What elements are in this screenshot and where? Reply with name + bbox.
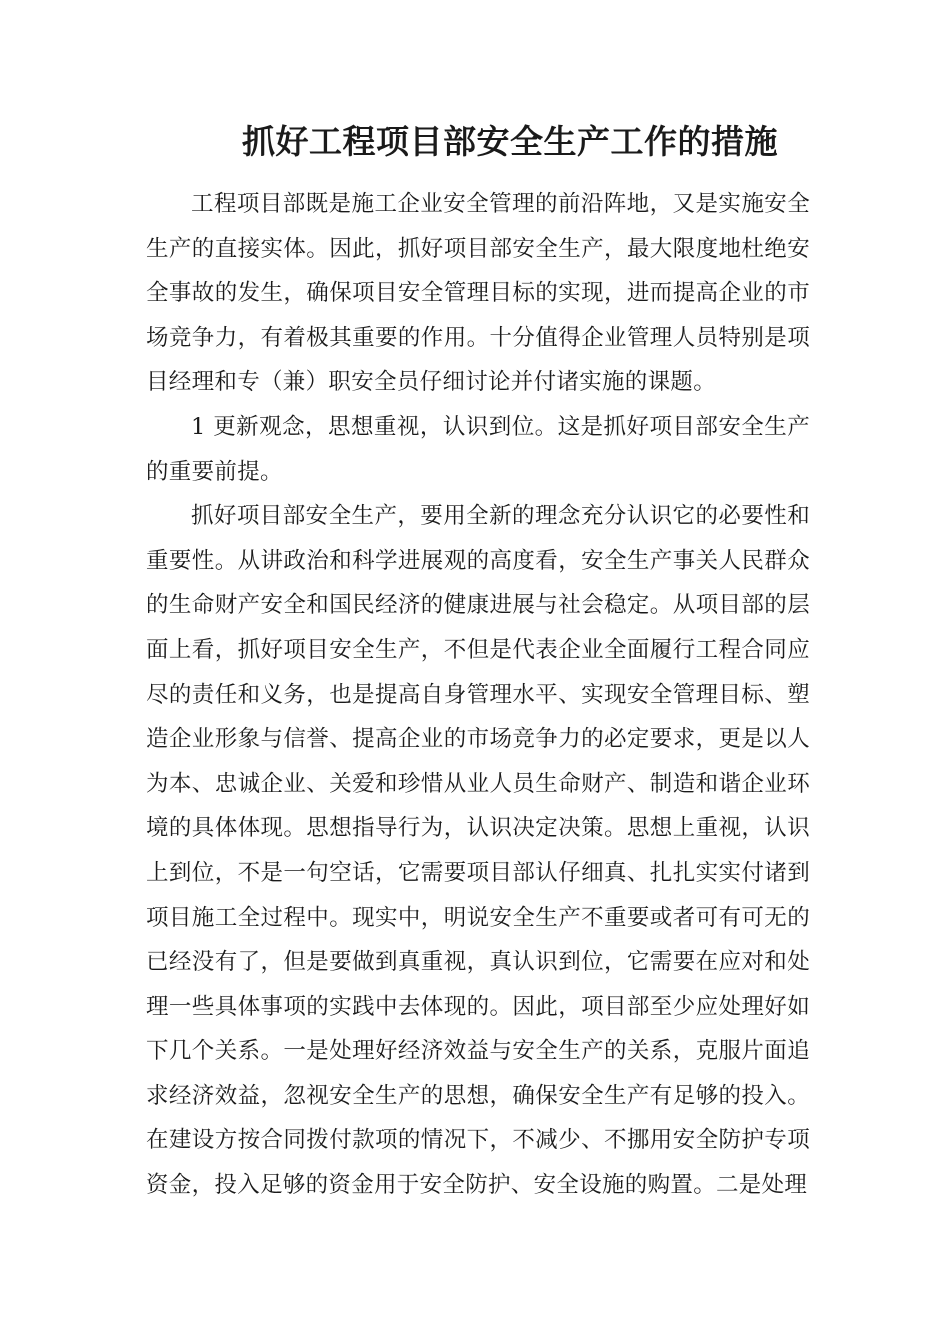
paragraph-intro: 工程项目部既是施工企业安全管理的前沿阵地，又是实施安全生产的直接实体。因此，抓好项目部安全生产，最大限度地杜绝安全事故的发生，确保项目安全管理目标的实现，进而提高企业的市场竞争力，有着极其重要的作用。十分值得企业管理人员特别是项目经理和专（兼）职安全员仔细讨论并付诸实施的课题。: [146, 191, 810, 396]
paragraph-section-1-body: 抓好项目部安全生产，要用全新的理念充分认识它的必要性和重要性。从讲政治和科学进展观的高度看，安全生产事关人民群众的生命财产安全和国民经济的健康进展与社会稳定。从项目部的层面上看，抓好项目安全生产，不但是代表企业全面履行工程合同应尽的责任和义务，也是提高自身管理水平、实现安全管理目标、塑造企业形象与信誉、提高企业的市场竞争力的必定要求，更是以人为本、忠诚企业、关爱和珍惜从业人员生命财产、制造和谐企业环境的具体体现。思想指导行为，认识决定决策。思想上重视，认识上到位，不是一句空话，它需要项目部认仔细真、扎扎实实付诸到项目施工全过程中。现实中，明说安全生产不重要或者可有可无的已经没有了，但是要做到真重视，真认识到位，它需要在应对和处理一些具体事项的实践中去体现的。因此，项目部至少应处理好如下几个关系。一是处理好经济效益与安全生产的关系，克服片面追求经济效益，忽视安全生产的思想，确保安全生产有足够的投入。在建设方按合同拨付款项的情况下，不减少、不挪用安全防护专项资金，投入足够的资金用于安全防护、安全设施的购置。二是处理: [146, 503, 810, 1199]
paragraph-section-1-heading: 1 更新观念，思想重视，认识到位。这是抓好项目部安全生产的重要前提。: [146, 413, 810, 485]
document-title: 抓好工程项目部安全生产工作的措施: [242, 122, 778, 161]
document-body: [146, 182, 810, 1208]
